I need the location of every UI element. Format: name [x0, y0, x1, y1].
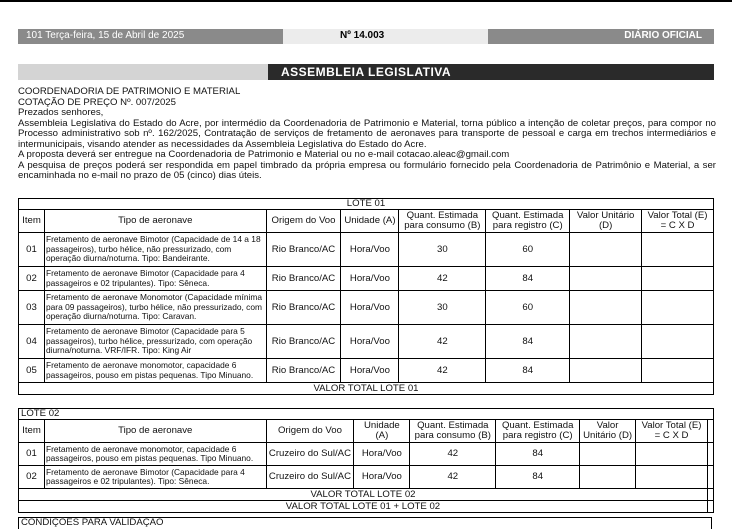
cell-unidade: Hora/Voo — [341, 233, 399, 267]
section-banner — [18, 64, 714, 80]
col-header: Unidade (A) — [341, 210, 399, 233]
cell-registro: 60 — [486, 291, 570, 325]
body-paragraph-proposal: A proposta deverá ser entregue na Coordenadoria de Patrimonio e Material ou no e-mail cotacao.aleac@gmail.com — [18, 149, 510, 160]
cell-item: 02 — [19, 267, 45, 291]
header-page-date: 101 Terça-feira, 15 de Abril de 2025 — [26, 30, 185, 41]
cell-tipo: Fretamento de aeronave Bimotor (Capacidade para 5 passageiros), turbo hélice, pressurizado, com operação diurna/noturna. VRF/IFR. Tipo: King Air — [44, 325, 266, 359]
cell-consumo: 42 — [399, 359, 486, 383]
lote-01-table — [18, 198, 714, 395]
next-section-heading: CONDIÇÕES PARA VALIDAÇÃO — [18, 517, 712, 529]
table-row — [19, 267, 714, 291]
cell-unidade: Hora/Voo — [354, 466, 410, 489]
header-journal-name: DIÁRIO OFICIAL — [624, 30, 702, 41]
cell-valor-total — [636, 466, 708, 489]
table-row — [19, 325, 714, 359]
cell-unidade: Hora/Voo — [341, 359, 399, 383]
cell-consumo: 30 — [399, 233, 486, 267]
body-line-coordenadoria: COORDENADORIA DE PATRIMONIO E MATERIAL — [18, 86, 241, 97]
cell-registro: 84 — [486, 325, 570, 359]
section-title: ASSEMBLEIA LEGISLATIVA — [280, 65, 452, 79]
col-header: Valor Unitário (D) — [570, 210, 642, 233]
col-header: Valor Total (E) = C X D — [642, 210, 714, 233]
cell-consumo: 42 — [399, 325, 486, 359]
cell-spacer — [707, 466, 713, 489]
cell-valor-unitario — [570, 267, 642, 291]
cell-consumo: 42 — [410, 466, 496, 489]
cell-tipo: Fretamento de aeronave Bimotor (Capacidade para 4 passageiros e 02 tripulantes). Tipo: Sêneca. — [44, 267, 266, 291]
cell-origem: Cruzeiro do Sul/AC — [266, 466, 354, 489]
col-header: Quant. Estimada para consumo (B) — [410, 420, 496, 443]
col-header-spacer — [707, 420, 713, 443]
cell-valor-total — [636, 443, 708, 466]
col-header: Valor Total (E) = C X D — [636, 420, 708, 443]
cell-item: 03 — [19, 291, 45, 325]
page-header — [18, 29, 714, 44]
cell-valor-unitario — [570, 291, 642, 325]
col-header: Origem do Voo — [266, 420, 354, 443]
cell-valor-total — [642, 233, 714, 267]
cell-unidade: Hora/Voo — [341, 267, 399, 291]
table-row — [19, 443, 714, 466]
cell-origem: Cruzeiro do Sul/AC — [266, 443, 354, 466]
col-header: Item — [19, 210, 45, 233]
cell-registro: 84 — [496, 443, 580, 466]
col-header: Tipo de aeronave — [44, 420, 266, 443]
cell-unidade: Hora/Voo — [354, 443, 410, 466]
cell-consumo: 42 — [410, 443, 496, 466]
lote-01-header-row — [19, 210, 714, 233]
cell-consumo: 30 — [399, 291, 486, 325]
cell-origem: Rio Branco/AC — [266, 233, 341, 267]
cell-spacer — [707, 501, 713, 513]
cell-consumo: 42 — [399, 267, 486, 291]
cell-registro: 84 — [486, 359, 570, 383]
col-header: Unidade (A) — [354, 420, 410, 443]
col-header: Quant. Estimada para consumo (B) — [399, 210, 486, 233]
table-row — [19, 233, 714, 267]
cell-valor-total — [642, 359, 714, 383]
col-header: Quant. Estimada para registro (C) — [496, 420, 580, 443]
body-paragraph-intro: Assembleia Legislativa do Estado do Acre, por intermédio da Coordenadoria de Patrimonio e Material, torna público a intenção de coletar preços, para compor no Processo administrativo sob nº. 162/2025, Contratação de serviços de fretamento de aeronaves para transporte de pessoal e carga em trechos intermediários e intermunicipais, visando atender as necessidades da Assembleia Legislativa do Estado do Acre. — [18, 117, 716, 150]
cell-spacer — [707, 489, 713, 501]
cell-tipo: Fretamento de aeronave Monomotor (Capacidade mínima para 09 passageiros), turbo hélice, não pressurizado, com operação diurna/noturna. Tipo: Caravan. — [44, 291, 266, 325]
cell-item: 02 — [19, 466, 45, 489]
cell-tipo: Fretamento de aeronave Bimotor (Capacidade de 14 a 18 passageiros), turbo hélice, não pressurizado, com operação diurna/noturna. Tipo: Bandeirante. — [44, 233, 266, 267]
cell-registro: 84 — [486, 267, 570, 291]
cell-origem: Rio Branco/AC — [266, 291, 341, 325]
cell-spacer — [707, 443, 713, 466]
col-header: Quant. Estimada para registro (C) — [486, 210, 570, 233]
header-center-band — [283, 29, 488, 44]
cell-item: 04 — [19, 325, 45, 359]
cell-origem: Rio Branco/AC — [266, 359, 341, 383]
lote-02-header-row — [19, 420, 714, 443]
cell-registro: 60 — [486, 233, 570, 267]
notice-body — [18, 87, 716, 182]
cell-origem: Rio Branco/AC — [266, 325, 341, 359]
lote-01-title: LOTE 01 — [19, 199, 714, 210]
col-header: Tipo de aeronave — [44, 210, 266, 233]
lote-01-total-label: VALOR TOTAL LOTE 01 — [19, 383, 714, 395]
cell-item: 05 — [19, 359, 45, 383]
col-header: Origem do Voo — [266, 210, 341, 233]
grand-total-label: VALOR TOTAL LOTE 01 + LOTE 02 — [19, 501, 708, 513]
col-header: Item — [19, 420, 45, 443]
col-header: Valor Unitário (D) — [580, 420, 636, 443]
lote-02-table — [18, 408, 714, 513]
lote-02-total-label: VALOR TOTAL LOTE 02 — [19, 489, 708, 501]
table-row — [19, 359, 714, 383]
cell-unidade: Hora/Voo — [341, 291, 399, 325]
cell-item: 01 — [19, 443, 45, 466]
cell-valor-unitario — [580, 443, 636, 466]
cell-origem: Rio Branco/AC — [266, 267, 341, 291]
cell-valor-unitario — [570, 359, 642, 383]
cell-tipo: Fretamento de aeronave monomotor, capacidade 6 passageiros, pouso em pistas pequenas. Tipo Minuano. — [44, 359, 266, 383]
table-row — [19, 466, 714, 489]
cell-unidade: Hora/Voo — [341, 325, 399, 359]
header-edition-number: Nº 14.003 — [340, 30, 385, 41]
cell-tipo: Fretamento de aeronave Bimotor (Capacidade para 4 passageiros e 02 tripulantes). Tipo: Sêneca. — [44, 466, 266, 489]
table-row — [19, 291, 714, 325]
cell-valor-total — [642, 325, 714, 359]
cell-valor-unitario — [580, 466, 636, 489]
cell-valor-total — [642, 267, 714, 291]
cell-item: 01 — [19, 233, 45, 267]
cell-registro: 84 — [496, 466, 580, 489]
cell-valor-unitario — [570, 325, 642, 359]
cell-tipo: Fretamento de aeronave monomotor, capacidade 6 passageiros, pouso em pistas pequenas. Tipo Minuano. — [44, 443, 266, 466]
body-line-greeting: Prezados senhores, — [18, 107, 104, 118]
cell-valor-total — [642, 291, 714, 325]
body-paragraph-pesquisa: A pesquisa de preços poderá ser respondida em papel timbrado da própria empresa ou formulário fornecido pela Coordenadoria de Patrimônio e Material, a ser encaminhada no e-mail no prazo de 05 (cinco) dias úteis. — [18, 159, 716, 181]
body-line-cotacao: COTAÇÃO DE PREÇO Nº. 007/2025 — [18, 96, 176, 108]
lote-02-title: LOTE 02 — [19, 409, 714, 420]
top-rule — [0, 0, 732, 2]
cell-valor-unitario — [570, 233, 642, 267]
